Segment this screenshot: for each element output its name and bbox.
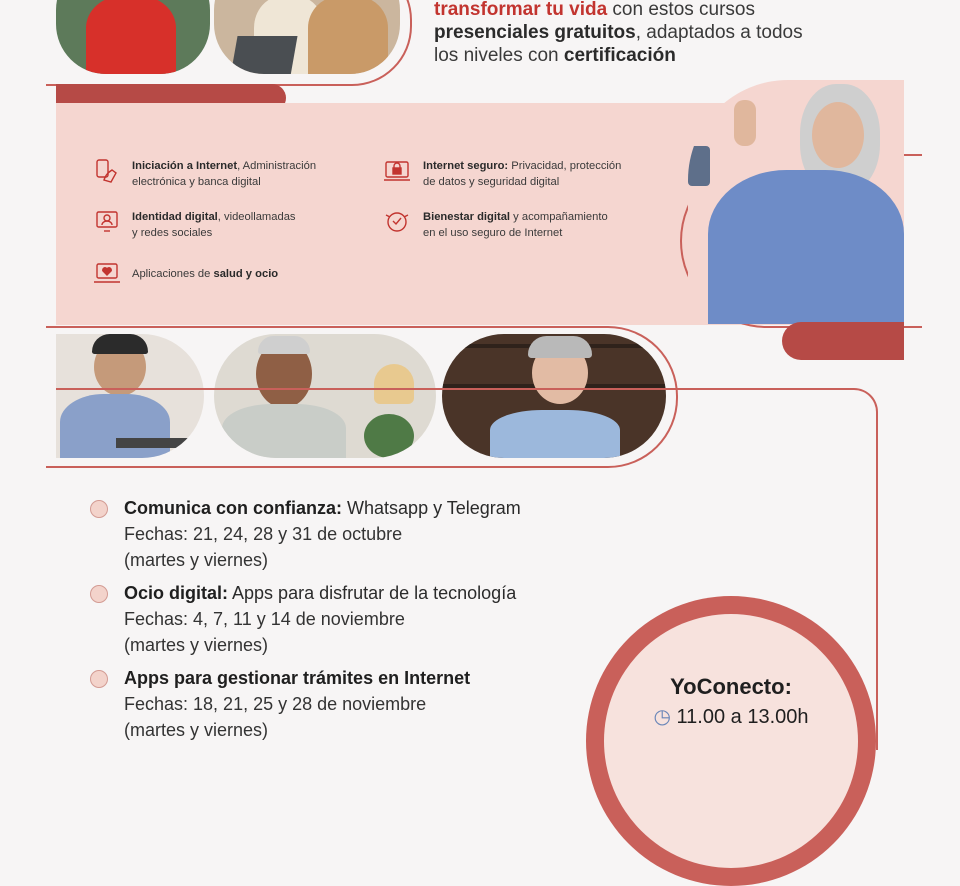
course-title: Comunica con confianza: Whatsapp y Telegram xyxy=(124,498,521,518)
feature-internet-basics: Iniciación a Internet, Administración electrónica y banca digital xyxy=(132,160,317,188)
secure-laptop-icon xyxy=(384,158,410,184)
schedule-badge-inner xyxy=(604,614,858,868)
photo-woman-waving xyxy=(688,80,904,324)
headline: transformar tu vida con estos cursos presenciales gratuitos, adaptados a todos los niveles con certificación xyxy=(434,0,803,66)
course-title: Ocio digital: Apps para disfrutar de la tecnología xyxy=(124,583,517,603)
course-bullet xyxy=(90,500,108,518)
headline-red: transformar tu vida xyxy=(434,0,608,20)
feature-digital-identity: Identidad digital, videollamadas y redes sociales xyxy=(132,211,296,239)
course-days: (martes y viernes) xyxy=(124,635,269,655)
course-dates: Fechas: 18, 21, 25 y 28 de noviembre xyxy=(124,694,427,714)
photo-couple-laptop xyxy=(214,0,400,74)
feature-internet-security: Internet seguro: Privacidad, protección de datos y seguridad digital xyxy=(423,160,622,188)
course-bullet xyxy=(90,585,108,603)
red-accent-bar-right xyxy=(782,322,904,360)
feature-health-apps: Aplicaciones de salud y ocio xyxy=(132,268,279,280)
course-dates: Fechas: 21, 24, 28 y 31 de octubre xyxy=(124,524,403,544)
health-laptop-icon xyxy=(94,260,120,286)
course-days: (martes y viernes) xyxy=(124,550,269,570)
clock-icon: ◷ xyxy=(653,706,671,728)
wellbeing-icon xyxy=(384,209,410,235)
course-dates: Fechas: 4, 7, 11 y 14 de noviembre xyxy=(124,609,405,629)
badge-time-row xyxy=(604,704,858,729)
course-bullet xyxy=(90,670,108,688)
course-days: (martes y viernes) xyxy=(124,720,269,740)
id-card-icon xyxy=(94,209,120,235)
badge-time: 11.00 a 13.00h xyxy=(676,706,809,728)
feature-digital-wellbeing: Bienestar digital y acompañamiento en el uso seguro de Internet xyxy=(423,211,608,239)
course-title: Apps para gestionar trámites en Internet xyxy=(124,668,471,688)
badge-title: YoConecto: xyxy=(670,674,792,699)
photo-man-with-phone xyxy=(56,0,210,74)
hand-touch-icon xyxy=(94,158,120,184)
